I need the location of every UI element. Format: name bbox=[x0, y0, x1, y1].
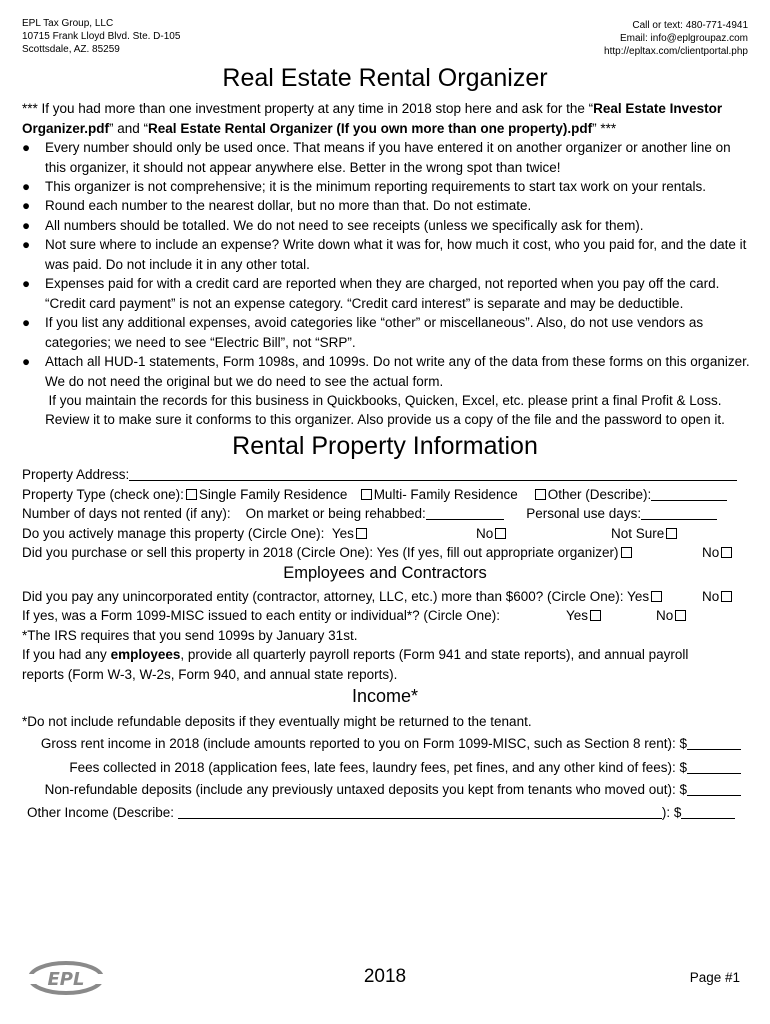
purchase-no-checkbox[interactable] bbox=[721, 547, 732, 558]
personal-use-field[interactable] bbox=[641, 506, 717, 520]
other-income-dollar: ): $ bbox=[661, 805, 682, 820]
gross-rent-label: Gross rent income in 2018 (include amounts reported to you on Form 1099-MISC, such as Section 8 rent): $ bbox=[40, 736, 687, 751]
contractor-yes-checkbox[interactable] bbox=[651, 591, 662, 602]
gross-rent-field[interactable] bbox=[687, 736, 741, 750]
employees-section-title: Employees and Contractors bbox=[283, 564, 487, 582]
days-row bbox=[22, 504, 717, 524]
gross-rent-row bbox=[41, 734, 741, 754]
income-section-title: Income* bbox=[351, 686, 419, 706]
irs-1099-note: *The IRS requires that you send 1099s by January 31st. bbox=[22, 628, 358, 643]
property-address-label: Property Address: bbox=[22, 467, 130, 482]
other-income-amount-field[interactable] bbox=[681, 805, 735, 819]
form1099-no-option bbox=[656, 606, 688, 626]
fees-field[interactable] bbox=[687, 760, 741, 774]
purchase-row bbox=[22, 543, 634, 563]
property-address-row bbox=[22, 465, 737, 485]
single-family-checkbox[interactable] bbox=[186, 489, 197, 500]
firm-phone: Call or text: 480-771-4941 bbox=[632, 20, 748, 31]
purchase-no-label: No bbox=[702, 545, 720, 560]
firm-email: Email: info@eplgroupaz.com bbox=[620, 33, 748, 44]
firm-address-block bbox=[22, 17, 180, 56]
multi-family-checkbox[interactable] bbox=[361, 489, 372, 500]
other-type-field[interactable] bbox=[651, 487, 727, 501]
contractor-no-checkbox[interactable] bbox=[721, 591, 732, 602]
instruction-bullet: ● Expenses paid for with a credit card are reported when they are charged, not reported when you pay off the card. “Credit card payment” is not an expense category. “Credit card interest” is separate and may be deductible. bbox=[22, 276, 720, 311]
contractor-no-option bbox=[702, 587, 734, 607]
employees-note-2: reports (Form W-3, W-2s, Form 940, and annual state reports). bbox=[22, 667, 398, 682]
other-income-label: Other Income (Describe: bbox=[27, 805, 175, 820]
instruction-bullet: ● If you list any additional expenses, avoid categories like “other” or miscellaneous”. Also, do not use vendors as categories; we need to see “Electric Bill”, not “SRP”. bbox=[22, 315, 704, 350]
firm-contact-block bbox=[604, 19, 748, 58]
property-type-label: Property Type (check one): bbox=[22, 487, 184, 502]
quickbooks-note-1: If you maintain the records for this business in Quickbooks, Quicken, Excel, etc. please print a final Profit & Loss. bbox=[48, 393, 722, 408]
manage-row bbox=[22, 524, 369, 544]
instruction-bullet: ● This organizer is not comprehensive; it is the minimum reporting requirements to start tax work on your rentals. bbox=[22, 179, 707, 194]
single-family-label: Single Family Residence bbox=[198, 487, 348, 502]
nonrefundable-row bbox=[45, 780, 741, 800]
manage-notsure-option bbox=[611, 524, 679, 544]
firm-address-line1: 10715 Frank Lloyd Blvd. Ste. D-105 bbox=[22, 31, 181, 42]
multi-family-label: Multi- Family Residence bbox=[373, 487, 518, 502]
manage-notsure-checkbox[interactable] bbox=[666, 528, 677, 539]
employees-note-1: If you had any employees, provide all quarterly payroll reports (Form 941 and state reports), and annual payroll bbox=[22, 647, 689, 662]
intro-line-1: *** If you had more than one investment property at any time in 2018 stop here and ask for the “Real Estate Investor bbox=[22, 101, 723, 116]
nonrefundable-label: Non-refundable deposits (include any previously untaxed deposits you kept from tenants who moved out): $ bbox=[44, 782, 687, 797]
fees-label: Fees collected in 2018 (application fees, late fees, laundry fees, pet fines, and any other kind of fees): $ bbox=[69, 760, 687, 775]
form1099-yes-checkbox[interactable] bbox=[590, 610, 601, 621]
contractor-question: Did you pay any unincorporated entity (contractor, attorney, LLC, etc.) more than $600? (Circle One): Yes bbox=[22, 589, 650, 604]
firm-portal-link[interactable]: http://epltax.com/clientportal.php bbox=[604, 46, 748, 57]
form1099-question: If yes, was a Form 1099-MISC issued to each entity or individual*? (Circle One): bbox=[22, 608, 500, 623]
fees-row bbox=[69, 758, 741, 778]
manage-yes-checkbox[interactable] bbox=[356, 528, 367, 539]
manage-no-label: No bbox=[476, 526, 494, 541]
other-type-label: Other (Describe): bbox=[547, 487, 652, 502]
manage-no-checkbox[interactable] bbox=[495, 528, 506, 539]
income-note: *Do not include refundable deposits if they eventually might be returned to the tenant. bbox=[22, 714, 532, 729]
purchase-yes-checkbox[interactable] bbox=[621, 547, 632, 558]
form1099-yes-option bbox=[566, 606, 603, 626]
footer-year: 2018 bbox=[363, 966, 407, 987]
page-title: Real Estate Rental Organizer bbox=[222, 64, 548, 92]
market-rehab-field[interactable] bbox=[426, 506, 504, 520]
other-income-description-field[interactable] bbox=[178, 805, 662, 819]
nonrefundable-field[interactable] bbox=[687, 782, 741, 796]
days-not-rented-label: Number of days not rented (if any): bbox=[22, 506, 231, 521]
personal-use-label: Personal use days: bbox=[526, 506, 642, 521]
manage-no-option bbox=[476, 524, 508, 544]
instruction-bullet: ● Attach all HUD-1 statements, Form 1098s, and 1099s. Do not write any of the data from these forms on this organizer. We do not need the original but we do need to see the actual form. bbox=[22, 354, 750, 389]
contractor-no-label: No bbox=[702, 589, 720, 604]
firm-address-line2: Scottsdale, AZ. 85259 bbox=[22, 44, 120, 55]
intro-line-2: Organizer.pdf” and “Real Estate Rental Organizer (If you own more than one property).pdf” *** bbox=[22, 121, 617, 136]
quickbooks-note-2: Review it to make sure it conforms to this organizer. Also provide us a copy of the file and the password to open it. bbox=[45, 412, 725, 427]
epl-logo-text: EPL bbox=[47, 969, 85, 990]
other-type-checkbox[interactable] bbox=[535, 489, 546, 500]
purchase-question: Did you purchase or sell this property in 2018 (Circle One): Yes (If yes, fill out appropriate organizer) bbox=[22, 545, 619, 560]
market-rehab-label: On market or being rehabbed: bbox=[245, 506, 426, 521]
instruction-bullet: ● Round each number to the nearest dollar, but no more than that. Do not estimate. bbox=[22, 198, 532, 213]
instruction-bullet: ● All numbers should be totalled. We do not need to see receipts (unless we specifically ask for them). bbox=[22, 218, 644, 233]
form1099-no-label: No bbox=[656, 608, 674, 623]
purchase-no-option bbox=[702, 543, 734, 563]
property-address-field[interactable] bbox=[129, 467, 737, 481]
property-type-row bbox=[22, 485, 727, 505]
rental-section-title: Rental Property Information bbox=[232, 432, 538, 460]
instruction-bullet: ● Not sure where to include an expense? Write down what it was for, how much it cost, who you paid for, and the date it was paid. Do not include it in any other total. bbox=[22, 237, 747, 272]
form1099-yes-label: Yes bbox=[566, 608, 589, 623]
other-income-row bbox=[27, 803, 735, 823]
manage-notsure-label: Not Sure bbox=[611, 526, 665, 541]
instruction-bullet: ● Every number should only be used once. That means if you have entered it on another organizer or another line on this organizer, it should not appear anywhere else. Better in the wrong spot than twice! bbox=[22, 140, 731, 175]
manage-question: Do you actively manage this property (Circle One): bbox=[22, 526, 325, 541]
page-number: Page #1 bbox=[689, 970, 740, 985]
contractor-row bbox=[22, 587, 664, 607]
form1099-no-checkbox[interactable] bbox=[675, 610, 686, 621]
firm-name: EPL Tax Group, LLC bbox=[22, 18, 114, 29]
manage-yes-label: Yes bbox=[331, 526, 354, 541]
